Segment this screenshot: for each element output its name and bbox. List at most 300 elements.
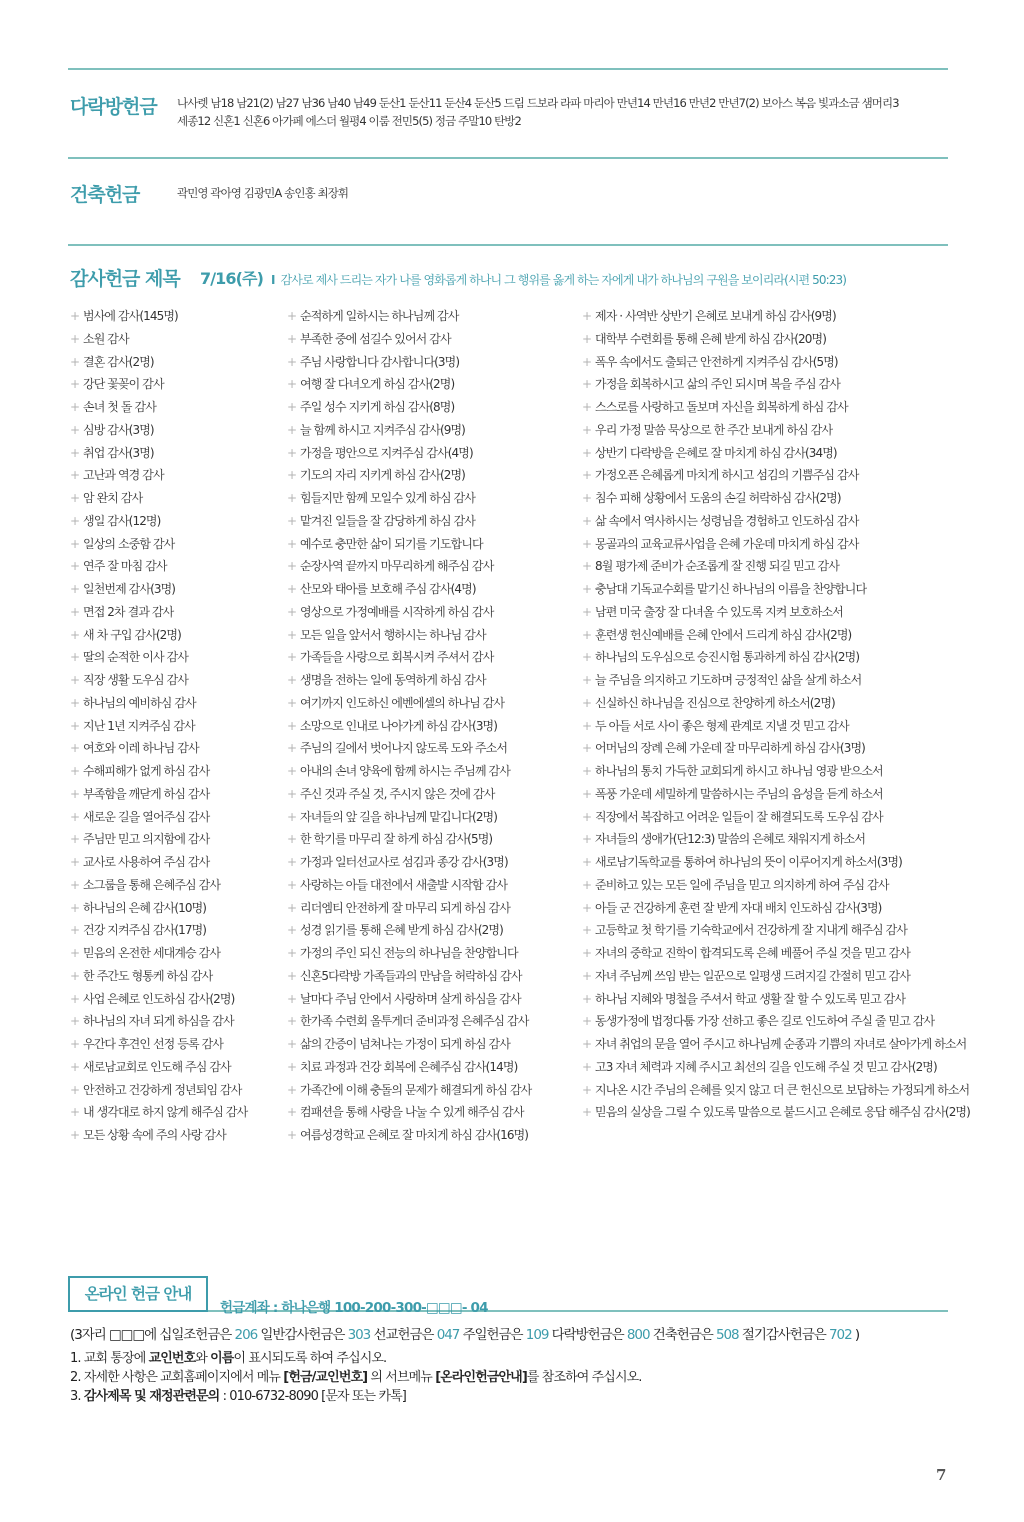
thanks-item-text: 날마다 주님 안에서 사랑하며 살게 하심을 감사 [300, 991, 521, 1006]
plus-icon: + [582, 741, 592, 756]
offering-code-label: 주일헌금은 [462, 1327, 523, 1343]
thanks-item-text: 제자 · 사역반 상반기 은혜로 보내게 하심 감사(9명) [595, 309, 836, 323]
thanks-item-text: 새 차 구입 감사(2명) [83, 627, 181, 642]
thanks-item-text: 치료 과정과 건강 회복에 은혜주심 감사(14명) [300, 1059, 518, 1074]
note-1: 1. 교회 통장에 교인번호와 이름이 표시되도록 하여 주십시오. [70, 1351, 387, 1366]
thanks-item [287, 328, 577, 351]
thanks-item [582, 578, 952, 601]
offering-code-number: 303 [347, 1327, 371, 1343]
thanks-item-text: 가정을 평안으로 지켜주심 감사(4명) [300, 445, 473, 460]
thanks-item-text: 가정과 일터선교사로 섬김과 종강 감사(3명) [300, 855, 508, 869]
thanks-item-text: 자녀들의 생애가(단12:3) 말씀의 은혜로 채워지게 하소서 [595, 832, 866, 847]
thanks-item [70, 419, 285, 442]
thanks-item [582, 555, 952, 578]
thanks-item-text: 충남대 기독교수회를 맡기신 하나님의 이름을 찬양합니다 [595, 582, 867, 596]
plus-icon: + [287, 468, 297, 483]
plus-icon: + [582, 422, 592, 437]
thanks-item [582, 851, 952, 874]
plus-icon: + [582, 491, 592, 505]
plus-icon: + [70, 377, 80, 392]
thanks-item-text: 가정을 회복하시고 삶의 주인 되시며 복을 주심 감사 [595, 377, 840, 392]
thanks-item [582, 419, 952, 442]
plus-icon: + [70, 832, 80, 847]
plus-icon: + [70, 946, 80, 960]
thanks-item [70, 942, 285, 965]
thanks-item [582, 942, 952, 965]
plus-icon: + [70, 1014, 80, 1029]
thanks-item-text: 주신 것과 주실 것, 주시지 않은 것에 감사 [300, 786, 495, 801]
offering-code-number: 508 [715, 1327, 739, 1343]
plus-icon: + [582, 946, 592, 960]
thanks-item-text: 하나님의 은혜 감사(10명) [83, 900, 207, 915]
plus-icon: + [70, 1105, 80, 1120]
thanks-item-text: 여기까지 인도하신 에벤에셀의 하나님 감사 [300, 695, 505, 710]
thanks-item-text: 가족들을 사랑으로 회복시켜 주셔서 감사 [300, 650, 494, 665]
thanks-item [70, 919, 285, 942]
thanks-item [582, 487, 952, 510]
thanks-item-text: 한가족 수련회 올투게더 준비과정 은혜주심 감사 [300, 1014, 529, 1029]
thanks-item [287, 942, 577, 965]
plus-icon: + [582, 877, 592, 892]
thanks-item [287, 487, 577, 510]
plus-icon: + [70, 673, 80, 687]
thanks-item-text: 자녀들의 앞 길을 하나님께 맡깁니다(2명) [300, 809, 498, 824]
thanks-column-1 [70, 305, 285, 1147]
plus-icon: + [582, 673, 592, 687]
thanks-item-text: 아들 군 건강하게 훈련 잘 받게 자대 배치 인도하심 감사(3명) [595, 900, 882, 915]
thanks-rule [68, 244, 948, 246]
thanks-item-text: 수해피해가 없게 하심 감사 [83, 764, 210, 778]
thanks-item [70, 1124, 285, 1147]
thanks-item-text: 소그룹을 통해 은혜주심 감사 [83, 877, 221, 892]
offering-code-number: 206 [234, 1327, 258, 1343]
thanks-item [582, 442, 952, 465]
thanks-item-text: 우리 가정 말씀 묵상으로 한 주간 보내게 하심 감사 [595, 422, 833, 437]
plus-icon: + [582, 377, 592, 392]
offering-account: 헌금계좌 : 하나은행 100-200-300-□□□- 04 [220, 1300, 488, 1316]
thanks-item [287, 601, 577, 624]
plus-icon: + [582, 1105, 592, 1120]
thanks-item-text: 결혼 감사(2명) [83, 354, 154, 369]
thanks-item-text: 두 아들 서로 사이 좋은 형제 관계로 지낼 것 믿고 감사 [595, 718, 849, 733]
plus-icon: + [287, 445, 297, 460]
plus-icon: + [582, 855, 592, 869]
plus-icon: + [287, 695, 297, 710]
plus-icon: + [70, 809, 80, 824]
thanks-item-text: 기도의 자리 지키게 하심 감사(2명) [300, 468, 465, 483]
thanks-item-text: 영상으로 가정예배를 시작하게 하심 감사 [300, 604, 494, 619]
note-3: 3. 감사제목 및 재정관련문의 : 010-6732-8090 [문자 또는 카톡] [70, 1389, 406, 1404]
thanks-item-text: 새로남기독학교를 통하여 하나님의 뜻이 이루어지게 하소서(3명) [595, 855, 902, 869]
offering-code-label: 다락방헌금은 [551, 1327, 624, 1343]
plus-icon: + [70, 786, 80, 801]
plus-icon: + [70, 309, 80, 323]
thanks-item [287, 783, 577, 806]
plus-icon: + [70, 1059, 80, 1074]
plus-icon: + [287, 491, 297, 505]
thanks-item-text: 가족간에 이해 충돌의 문제가 해결되게 하심 감사 [300, 1082, 532, 1097]
thanks-item [70, 373, 285, 396]
thanks-item [582, 305, 952, 328]
thanks-item [287, 1101, 577, 1124]
darakbang-list [177, 94, 899, 130]
thanks-item-text: 직장에서 복잡하고 어려운 일들이 잘 해결되도록 도우심 감사 [595, 809, 883, 824]
plus-icon: + [582, 1082, 592, 1097]
thanks-item-text: 8월 평가제 준비가 순조롭게 잘 진행 되길 믿고 감사 [595, 559, 839, 574]
thanks-item [70, 874, 285, 897]
plus-icon: + [70, 718, 80, 733]
thanks-item [70, 442, 285, 465]
thanks-item-text: 일상의 소중함 감사 [83, 536, 175, 551]
thanks-item [582, 965, 952, 988]
plus-icon: + [582, 764, 592, 778]
darakbang-title: 다락방헌금 [70, 96, 157, 118]
thanks-item [70, 555, 285, 578]
thanks-item [582, 646, 952, 669]
thanks-item-text: 딸의 순적한 이사 감사 [83, 650, 188, 665]
thanks-item-text: 상반기 다락방을 은혜로 잘 마치게 하심 감사(34명) [595, 445, 837, 460]
plus-icon: + [582, 1059, 592, 1074]
offering-code-label: ) [854, 1327, 860, 1343]
thanks-item-text: 여행 잘 다녀오게 하심 감사(2명) [300, 377, 455, 392]
thanks-item-text: 하나님의 자녀 되게 하심을 감사 [83, 1014, 234, 1029]
thanks-item-text: 하나님의 통치 가득한 교회되게 하시고 하나님 영광 받으소서 [595, 764, 883, 778]
thanks-item [582, 737, 952, 760]
thanks-item [582, 373, 952, 396]
thanks-item [287, 760, 577, 783]
thanks-item [70, 1010, 285, 1033]
building-names: 곽민영 곽아영 김광민A 송인홍 최장휘 [177, 186, 349, 200]
thanks-item-text: 컴패션을 통해 사랑을 나눌 수 있게 해주심 감사 [300, 1105, 524, 1120]
thanks-item-text: 강단 꽃꽂이 감사 [83, 377, 164, 392]
plus-icon: + [287, 536, 297, 551]
thanks-item [287, 305, 577, 328]
thanks-item [70, 737, 285, 760]
thanks-item [70, 669, 285, 692]
thanks-item-text: 고난과 역경 감사 [83, 468, 164, 483]
thanks-item-text: 어머님의 장례 은혜 가운데 잘 마무리하게 하심 감사(3명) [595, 741, 865, 756]
thanks-item-text: 손녀 첫 돌 감사 [83, 400, 156, 414]
thanks-item [582, 760, 952, 783]
plus-icon: + [582, 331, 592, 346]
thanks-item-text: 면접 2차 결과 감사 [83, 604, 174, 619]
plus-icon: + [287, 673, 297, 687]
plus-icon: + [582, 627, 592, 642]
thanks-item [582, 510, 952, 533]
offering-code-number: 109 [525, 1327, 549, 1343]
thanks-item-text: 새로남교회로 인도해 주심 감사 [83, 1059, 231, 1074]
codes-list [235, 1327, 860, 1343]
thanks-item [287, 1079, 577, 1102]
thanks-item-text: 훈련생 헌신예배를 은혜 안에서 드리게 하심 감사(2명) [595, 627, 852, 642]
thanks-item-text: 한 주간도 형통케 하심 감사 [83, 968, 213, 983]
thanks-item-text: 취업 감사(3명) [83, 445, 154, 460]
thanks-item [582, 601, 952, 624]
thanks-item [287, 442, 577, 465]
thanks-item-text: 리더엠티 안전하게 잘 마무리 되게 하심 감사 [300, 900, 510, 915]
plus-icon: + [582, 1037, 592, 1051]
thanks-item [287, 624, 577, 647]
thanks-item-text: 늘 주님을 의지하고 기도하며 긍정적인 삶을 살게 하소서 [595, 673, 862, 687]
thanks-item [287, 464, 577, 487]
thanks-item [287, 373, 577, 396]
thanks-item [70, 487, 285, 510]
plus-icon: + [70, 1082, 80, 1097]
plus-icon: + [287, 809, 297, 824]
thanks-item [582, 783, 952, 806]
plus-icon: + [582, 900, 592, 915]
thanks-item-text: 내 생각대로 하지 않게 해주심 감사 [83, 1105, 248, 1120]
thanks-item-text: 고3 자녀 체력과 지혜 주시고 최선의 길을 인도해 주실 것 믿고 감사(2명) [595, 1059, 937, 1074]
thanks-item-text: 남편 미국 출장 잘 다녀올 수 있도록 지켜 보호하소서 [595, 604, 843, 619]
plus-icon: + [582, 559, 592, 574]
plus-icon: + [287, 582, 297, 596]
thanks-item [582, 464, 952, 487]
thanks-item [287, 533, 577, 556]
thanks-item-text: 교사로 사용하여 주심 감사 [83, 855, 210, 869]
plus-icon: + [287, 786, 297, 801]
plus-icon: + [287, 1014, 297, 1029]
plus-icon: + [287, 354, 297, 369]
thanks-item-text: 힘들지만 함께 모일수 있게 하심 감사 [300, 491, 475, 505]
thanks-item-text: 고등학교 첫 학기를 기숙학교에서 건강하게 잘 지내게 해주심 감사 [595, 923, 908, 938]
thanks-item-text: 사랑하는 아들 대전에서 새출발 시작함 감사 [300, 877, 508, 892]
thanks-item-text: 하나님의 예비하심 감사 [83, 695, 196, 710]
offering-notes [70, 1349, 642, 1406]
thanks-item-text: 동생가정에 법정다툼 가장 선하고 좋은 길로 인도하여 주실 줄 믿고 감사 [595, 1014, 935, 1029]
top-rule [68, 68, 948, 70]
plus-icon: + [287, 377, 297, 392]
thanks-item-text: 신실하신 하나님을 진심으로 찬양하게 하소서(2명) [595, 695, 835, 710]
plus-icon: + [70, 764, 80, 778]
thanks-date: 7/16(주) [200, 269, 264, 288]
thanks-item [287, 806, 577, 829]
thanks-item [287, 874, 577, 897]
thanks-column-3 [582, 305, 970, 1124]
thanks-item [70, 396, 285, 419]
thanks-item-text: 성경 읽기를 통해 은혜 받게 하심 감사(2명) [300, 923, 503, 938]
thanks-item [582, 988, 952, 1011]
thanks-item [287, 828, 577, 851]
plus-icon: + [70, 650, 80, 665]
thanks-item [582, 1033, 967, 1056]
thanks-item [582, 874, 952, 897]
thanks-item [287, 510, 577, 533]
plus-icon: + [287, 1059, 297, 1074]
thanks-item [287, 578, 577, 601]
thanks-item [70, 533, 285, 556]
thanks-item [70, 1101, 285, 1124]
thanks-item-text: 생일 감사(12명) [83, 513, 161, 528]
plus-icon: + [287, 832, 297, 847]
darakbang-line-1: 나사렛 남18 남21(2) 남27 남36 남40 남49 둔산1 둔산11 둔산4 둔산5 드림 드보라 라파 마리아 만년14 만년16 만년2 만년7(2) 보아스 복음 빛과소금 샘머리3 [177, 96, 899, 110]
plus-icon: + [582, 650, 592, 665]
thanks-item-text: 주일 성수 지키게 하심 감사(8명) [300, 400, 455, 414]
thanks-item [287, 715, 577, 738]
plus-icon: + [70, 627, 80, 642]
plus-icon: + [287, 627, 297, 642]
thanks-item [70, 692, 285, 715]
thanks-item [287, 965, 577, 988]
thanks-item-text: 폭우 속에서도 출퇴근 안전하게 지켜주심 감사(5명) [595, 354, 838, 369]
plus-icon: + [287, 877, 297, 892]
thanks-item-text: 대학부 수련회를 통해 은혜 받게 하심 감사(20명) [595, 331, 826, 346]
thanks-item-text: 산모와 태아를 보호해 주심 감사(4명) [300, 582, 476, 596]
plus-icon: + [70, 536, 80, 551]
plus-icon: + [70, 855, 80, 869]
thanks-item [582, 806, 952, 829]
thanks-item [287, 1056, 577, 1079]
thanks-item-text: 소망으로 인내로 나아가게 하심 감사(3명) [300, 718, 498, 733]
thanks-item-text: 안전하고 건강하게 정년퇴임 감사 [83, 1082, 242, 1097]
thanks-item-text: 하나님의 도우심으로 승진시험 통과하게 하심 감사(2명) [595, 650, 860, 665]
thanks-item [287, 1010, 577, 1033]
plus-icon: + [287, 604, 297, 619]
plus-icon: + [70, 400, 80, 414]
thanks-item [70, 578, 285, 601]
plus-icon: + [70, 741, 80, 756]
plus-icon: + [287, 1105, 297, 1120]
thanks-item-text: 침수 피해 상황에서 도움의 손길 허락하심 감사(2명) [595, 491, 841, 505]
thanks-item [287, 351, 577, 374]
thanks-item [70, 988, 285, 1011]
thanks-item-text: 자녀 주님께 쓰임 받는 일꾼으로 일평생 드려지길 간절히 믿고 감사 [595, 968, 910, 983]
thanks-item [70, 828, 285, 851]
thanks-item-text: 준비하고 있는 모든 일에 주님을 믿고 의지하게 하여 주심 감사 [595, 877, 889, 892]
plus-icon: + [287, 946, 297, 960]
thanks-item [70, 897, 285, 920]
plus-icon: + [582, 809, 592, 824]
thanks-item [582, 328, 952, 351]
plus-icon: + [287, 1082, 297, 1097]
plus-icon: + [287, 422, 297, 437]
offering-code-number: 047 [436, 1327, 460, 1343]
thanks-title: 감사헌금 제목 [70, 268, 180, 290]
plus-icon: + [70, 695, 80, 710]
plus-icon: + [582, 968, 592, 983]
plus-icon: + [287, 991, 297, 1006]
thanks-item-text: 주님만 믿고 의지함에 감사 [83, 832, 210, 847]
thanks-item [70, 783, 285, 806]
thanks-item [70, 646, 285, 669]
thanks-item-text: 순적하게 일하시는 하나님께 감사 [300, 309, 459, 323]
thanks-item [287, 396, 577, 419]
thanks-item [582, 624, 952, 647]
plus-icon: + [287, 650, 297, 665]
plus-icon: + [70, 1037, 80, 1051]
thanks-item [287, 851, 577, 874]
plus-icon: + [287, 1037, 297, 1051]
thanks-item-text: 몽골과의 교육교류사업을 은혜 가운데 마치게 하심 감사 [595, 536, 859, 551]
plus-icon: + [582, 468, 592, 483]
thanks-item [70, 601, 285, 624]
thanks-item-text: 하나님 지혜와 명철을 주셔서 학교 생활 잘 할 수 있도록 믿고 감사 [595, 991, 906, 1006]
thanks-item-text: 소원 감사 [83, 331, 129, 346]
thanks-item-text: 자녀 취업의 문을 열어 주시고 하나님께 순종과 기쁨의 자녀로 살아가게 하소서 [595, 1037, 967, 1051]
thanks-item-text: 직장 생활 도우심 감사 [83, 673, 188, 687]
thanks-item [582, 1079, 970, 1102]
plus-icon: + [582, 695, 592, 710]
thanks-item [70, 624, 285, 647]
thanks-item-text: 한 학기를 마무리 잘 하게 하심 감사(5명) [300, 832, 493, 847]
thanks-item-text: 사업 은혜로 인도하심 감사(2명) [83, 991, 235, 1006]
thanks-item-text: 자녀의 중학교 진학이 합격되도록 은혜 베풀어 주실 것을 믿고 감사 [595, 946, 910, 960]
thanks-item-text: 우간다 후견인 선정 등록 감사 [83, 1037, 223, 1051]
plus-icon: + [287, 559, 297, 574]
plus-icon: + [582, 536, 592, 551]
thanks-item [70, 510, 285, 533]
thanks-item [70, 715, 285, 738]
thanks-item-text: 지난 1년 지켜주심 감사 [83, 718, 195, 733]
plus-icon: + [70, 331, 80, 346]
thanks-item-text: 연주 잘 마침 감사 [83, 559, 167, 574]
plus-icon: + [582, 445, 592, 460]
thanks-item [287, 692, 577, 715]
thanks-item [582, 1101, 970, 1124]
thanks-item [70, 965, 285, 988]
plus-icon: + [70, 1128, 80, 1142]
thanks-item [582, 351, 952, 374]
thanks-item [582, 533, 952, 556]
note-2: 2. 자세한 사항은 교회홈페이지에서 메뉴 [헌금/교인번호] 의 서브메뉴 [온라인헌금안내]를 참조하여 주십시오. [70, 1370, 642, 1385]
thanks-item [287, 419, 577, 442]
thanks-item-text: 일천번제 감사(3명) [83, 582, 176, 596]
thanks-item-text: 가정오픈 은혜롭게 마치게 하시고 섬김의 기쁨주심 감사 [595, 468, 859, 483]
plus-icon: + [70, 968, 80, 983]
thanks-item [287, 988, 577, 1011]
thanks-divider: I [271, 273, 275, 287]
plus-icon: + [70, 491, 80, 505]
thanks-item [70, 760, 285, 783]
thanks-item [582, 715, 952, 738]
plus-icon: + [70, 923, 80, 938]
thanks-item-text: 가정의 주인 되신 전능의 하나님을 찬양합니다 [300, 946, 518, 960]
plus-icon: + [70, 877, 80, 892]
offering-code-label: 일반감사헌금은 [260, 1327, 345, 1343]
thanks-item-text: 스스로를 사랑하고 돌보며 자신을 회복하게 하심 감사 [595, 400, 848, 414]
online-offering-box: 온라인 헌금 안내 [68, 1276, 208, 1312]
thanks-item-text: 부족함을 깨닫게 하심 감사 [83, 786, 210, 801]
thanks-item-text: 삶의 간증이 넘쳐나는 가정이 되게 하심 감사 [300, 1037, 510, 1051]
plus-icon: + [287, 331, 297, 346]
thanks-subtitle [200, 266, 846, 289]
thanks-item [70, 328, 285, 351]
thanks-item [287, 555, 577, 578]
thanks-item-text: 맡겨진 일들을 잘 감당하게 하심 감사 [300, 513, 475, 528]
plus-icon: + [70, 513, 80, 528]
plus-icon: + [582, 1014, 592, 1029]
plus-icon: + [287, 718, 297, 733]
thanks-item-text: 암 완치 감사 [83, 491, 143, 505]
thanks-item [287, 897, 577, 920]
offering-code-label: 건축헌금은 [652, 1327, 713, 1343]
offering-codes [70, 1323, 859, 1343]
plus-icon: + [70, 445, 80, 460]
thanks-item [582, 396, 952, 419]
thanks-item [287, 1033, 577, 1056]
thanks-item-text: 폭풍 가운데 세밀하게 말씀하시는 주님의 음성을 듣게 하소서 [595, 786, 883, 801]
thanks-item-text: 삶 속에서 역사하시는 성령님을 경험하고 인도하심 감사 [595, 513, 859, 528]
thanks-item [70, 806, 285, 829]
darakbang-line-2: 세종12 신혼1 신혼6 아가페 에스더 월평4 이룸 전민5(5) 정금 주말10 탄방2 [177, 114, 521, 128]
plus-icon: + [582, 604, 592, 619]
plus-icon: + [582, 786, 592, 801]
offering-code-number: 800 [626, 1327, 650, 1343]
plus-icon: + [287, 309, 297, 323]
thanks-item [70, 851, 285, 874]
thanks-item-text: 범사에 감사(145명) [83, 309, 178, 323]
thanks-item-text: 주님 사랑합니다 감사합니다(3명) [300, 354, 460, 369]
